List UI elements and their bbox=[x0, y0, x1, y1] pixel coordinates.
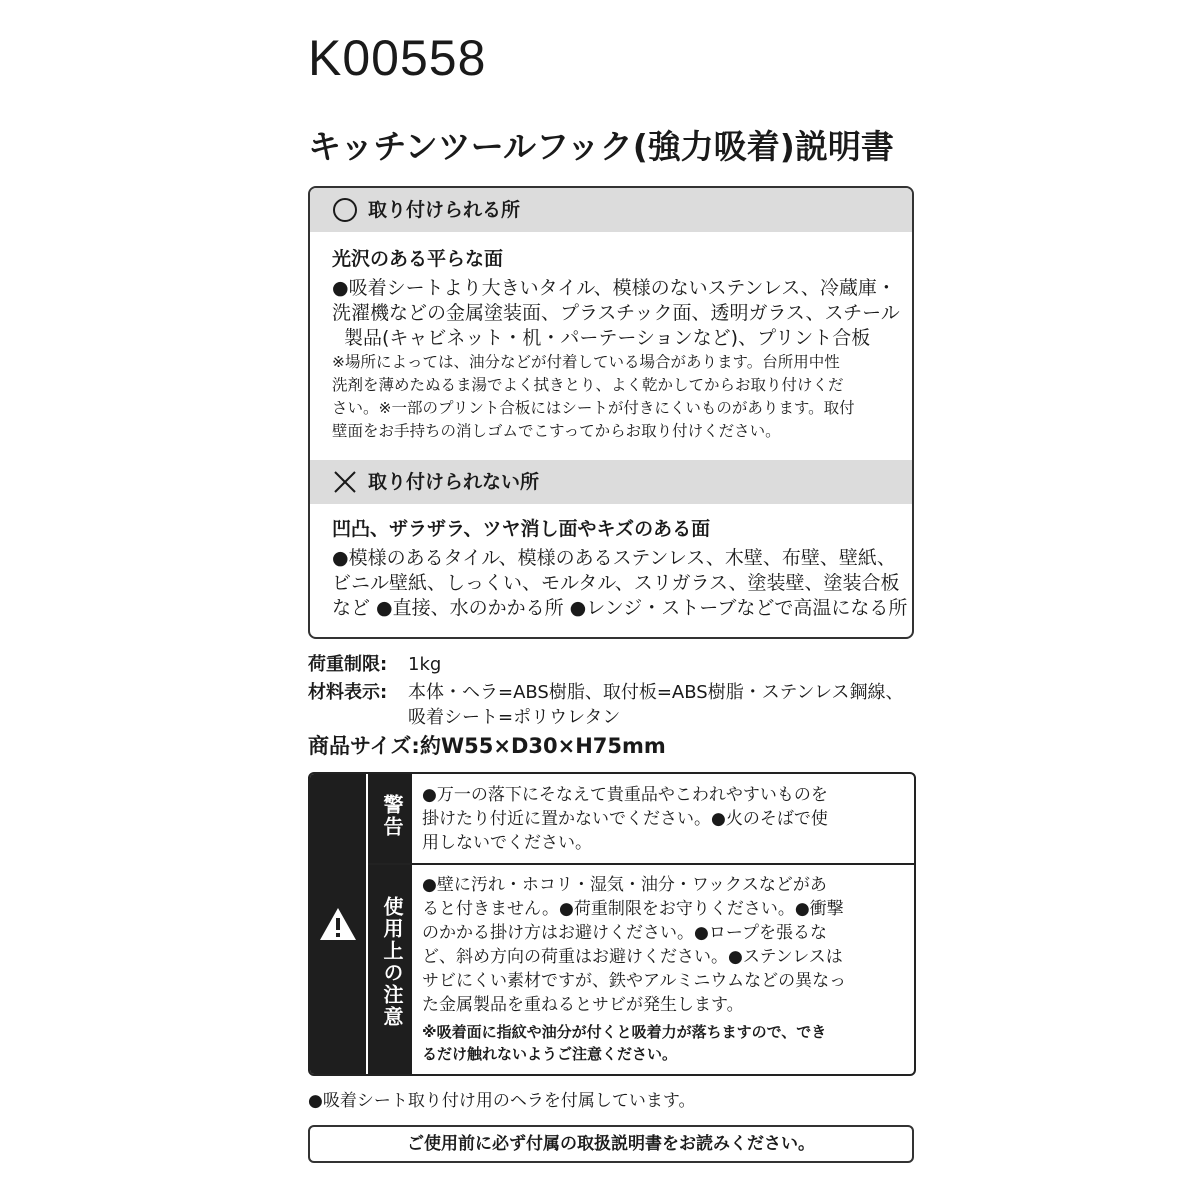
ok-note-line: 洗剤を薄めたぬるま湯でよく拭きとり、よく乾かしてからお取り付けくだ bbox=[332, 376, 844, 394]
warning-triangle-icon bbox=[318, 906, 358, 942]
warning-line: ●万一の落下にそなえて貴重品やこわれやすいものを bbox=[422, 785, 828, 805]
product-code: K00558 bbox=[308, 30, 487, 86]
ok-note-line: ※場所によっては、油分などが付着している場合があります。台所用中性 bbox=[332, 353, 840, 371]
circle-icon bbox=[332, 197, 358, 223]
ok-section-header bbox=[310, 188, 912, 232]
caution-note-line: るだけ触れないようご注意ください。 bbox=[422, 1045, 678, 1063]
mounting-surfaces-box bbox=[308, 186, 914, 639]
warning-line: 掛けたり付近に置かないでください。●火のそばで使 bbox=[422, 809, 828, 829]
read-manual-box bbox=[308, 1125, 914, 1163]
ok-note-line: 壁面をお手持ちの消しゴムでこすってからお取り付けください。 bbox=[332, 422, 781, 440]
warning-label: 警告 bbox=[380, 794, 404, 838]
material-value-2: 吸着シート=ポリウレタン bbox=[408, 707, 621, 728]
attachment-note: ●吸着シート取り付け用のヘラを付属しています。 bbox=[308, 1091, 696, 1111]
ng-line: ●模様のあるタイル、模様のあるステンレス、木壁、布壁、壁紙、 bbox=[332, 547, 896, 569]
ng-section-title: 取り付けられない所 bbox=[368, 471, 540, 493]
caution-line: のかかる掛け方はお避けください。●ロープを張るな bbox=[422, 923, 827, 943]
ng-section-heading: 凹凸、ザラザラ、ツヤ消し面やキズのある面 bbox=[332, 518, 711, 540]
product-size-value: 約W55×D30×H75mm bbox=[420, 734, 666, 758]
ok-line: 製品(キャビネット・机・パーテーションなど)、プリント合板 bbox=[344, 327, 871, 349]
ok-line: ●吸着シートより大きいタイル、模様のないステンレス、冷蔵庫・ bbox=[332, 277, 896, 299]
ng-line: など ●直接、水のかかる所 ●レンジ・ストーブなどで高温になる所 bbox=[332, 597, 908, 619]
ok-note-line: さい。※一部のプリント合板にはシートが付きにくいものがあります。取付 bbox=[332, 399, 855, 417]
caution-label: 使用上の注意 bbox=[380, 896, 404, 1028]
caution-line: サビにくい素材ですが、鉄やアルミニウムなどの異なっ bbox=[422, 971, 847, 991]
ng-section-header bbox=[310, 460, 912, 504]
caution-line: ると付きません。●荷重制限をお守りください。●衝撃 bbox=[422, 899, 844, 919]
ok-section-title: 取り付けられる所 bbox=[368, 199, 521, 221]
material-value-1: 本体・ヘラ=ABS樹脂、取付板=ABS樹脂・ステンレス鋼線、 bbox=[408, 682, 904, 703]
read-manual-text: ご使用前に必ず付属の取扱説明書をお読みください。 bbox=[407, 1134, 815, 1154]
ok-line: 洗濯機などの金属塗装面、プラスチック面、透明ガラス、スチール bbox=[332, 302, 900, 324]
material bbox=[308, 680, 903, 705]
warning-line: 用しないでください。 bbox=[422, 833, 592, 853]
load-limit bbox=[308, 652, 441, 677]
caution-line: ●壁に汚れ・ホコリ・湿気・油分・ワックスなどがあ bbox=[422, 875, 827, 895]
document-title: キッチンツールフック(強力吸着)説明書 bbox=[308, 127, 894, 166]
ok-section-heading: 光沢のある平らな面 bbox=[332, 248, 504, 270]
product-size bbox=[308, 734, 666, 759]
caution-line: た金属製品を重ねるとサビが発生します。 bbox=[422, 995, 744, 1015]
caution-line: ど、斜め方向の荷重はお避けください。●ステンレスは bbox=[422, 947, 843, 967]
product-size-label: 商品サイズ: bbox=[308, 734, 420, 758]
cross-icon bbox=[332, 469, 358, 495]
load-limit-label: 荷重制限: bbox=[308, 654, 388, 675]
material-label: 材料表示: bbox=[308, 682, 388, 703]
caution-note-line: ※吸着面に指紋や油分が付くと吸着力が落ちますので、でき bbox=[422, 1023, 827, 1041]
warning-box bbox=[308, 772, 916, 1076]
load-limit-value: 1kg bbox=[408, 654, 442, 675]
ng-line: ビニル壁紙、しっくい、モルタル、スリガラス、塗装壁、塗装合板 bbox=[332, 572, 900, 594]
